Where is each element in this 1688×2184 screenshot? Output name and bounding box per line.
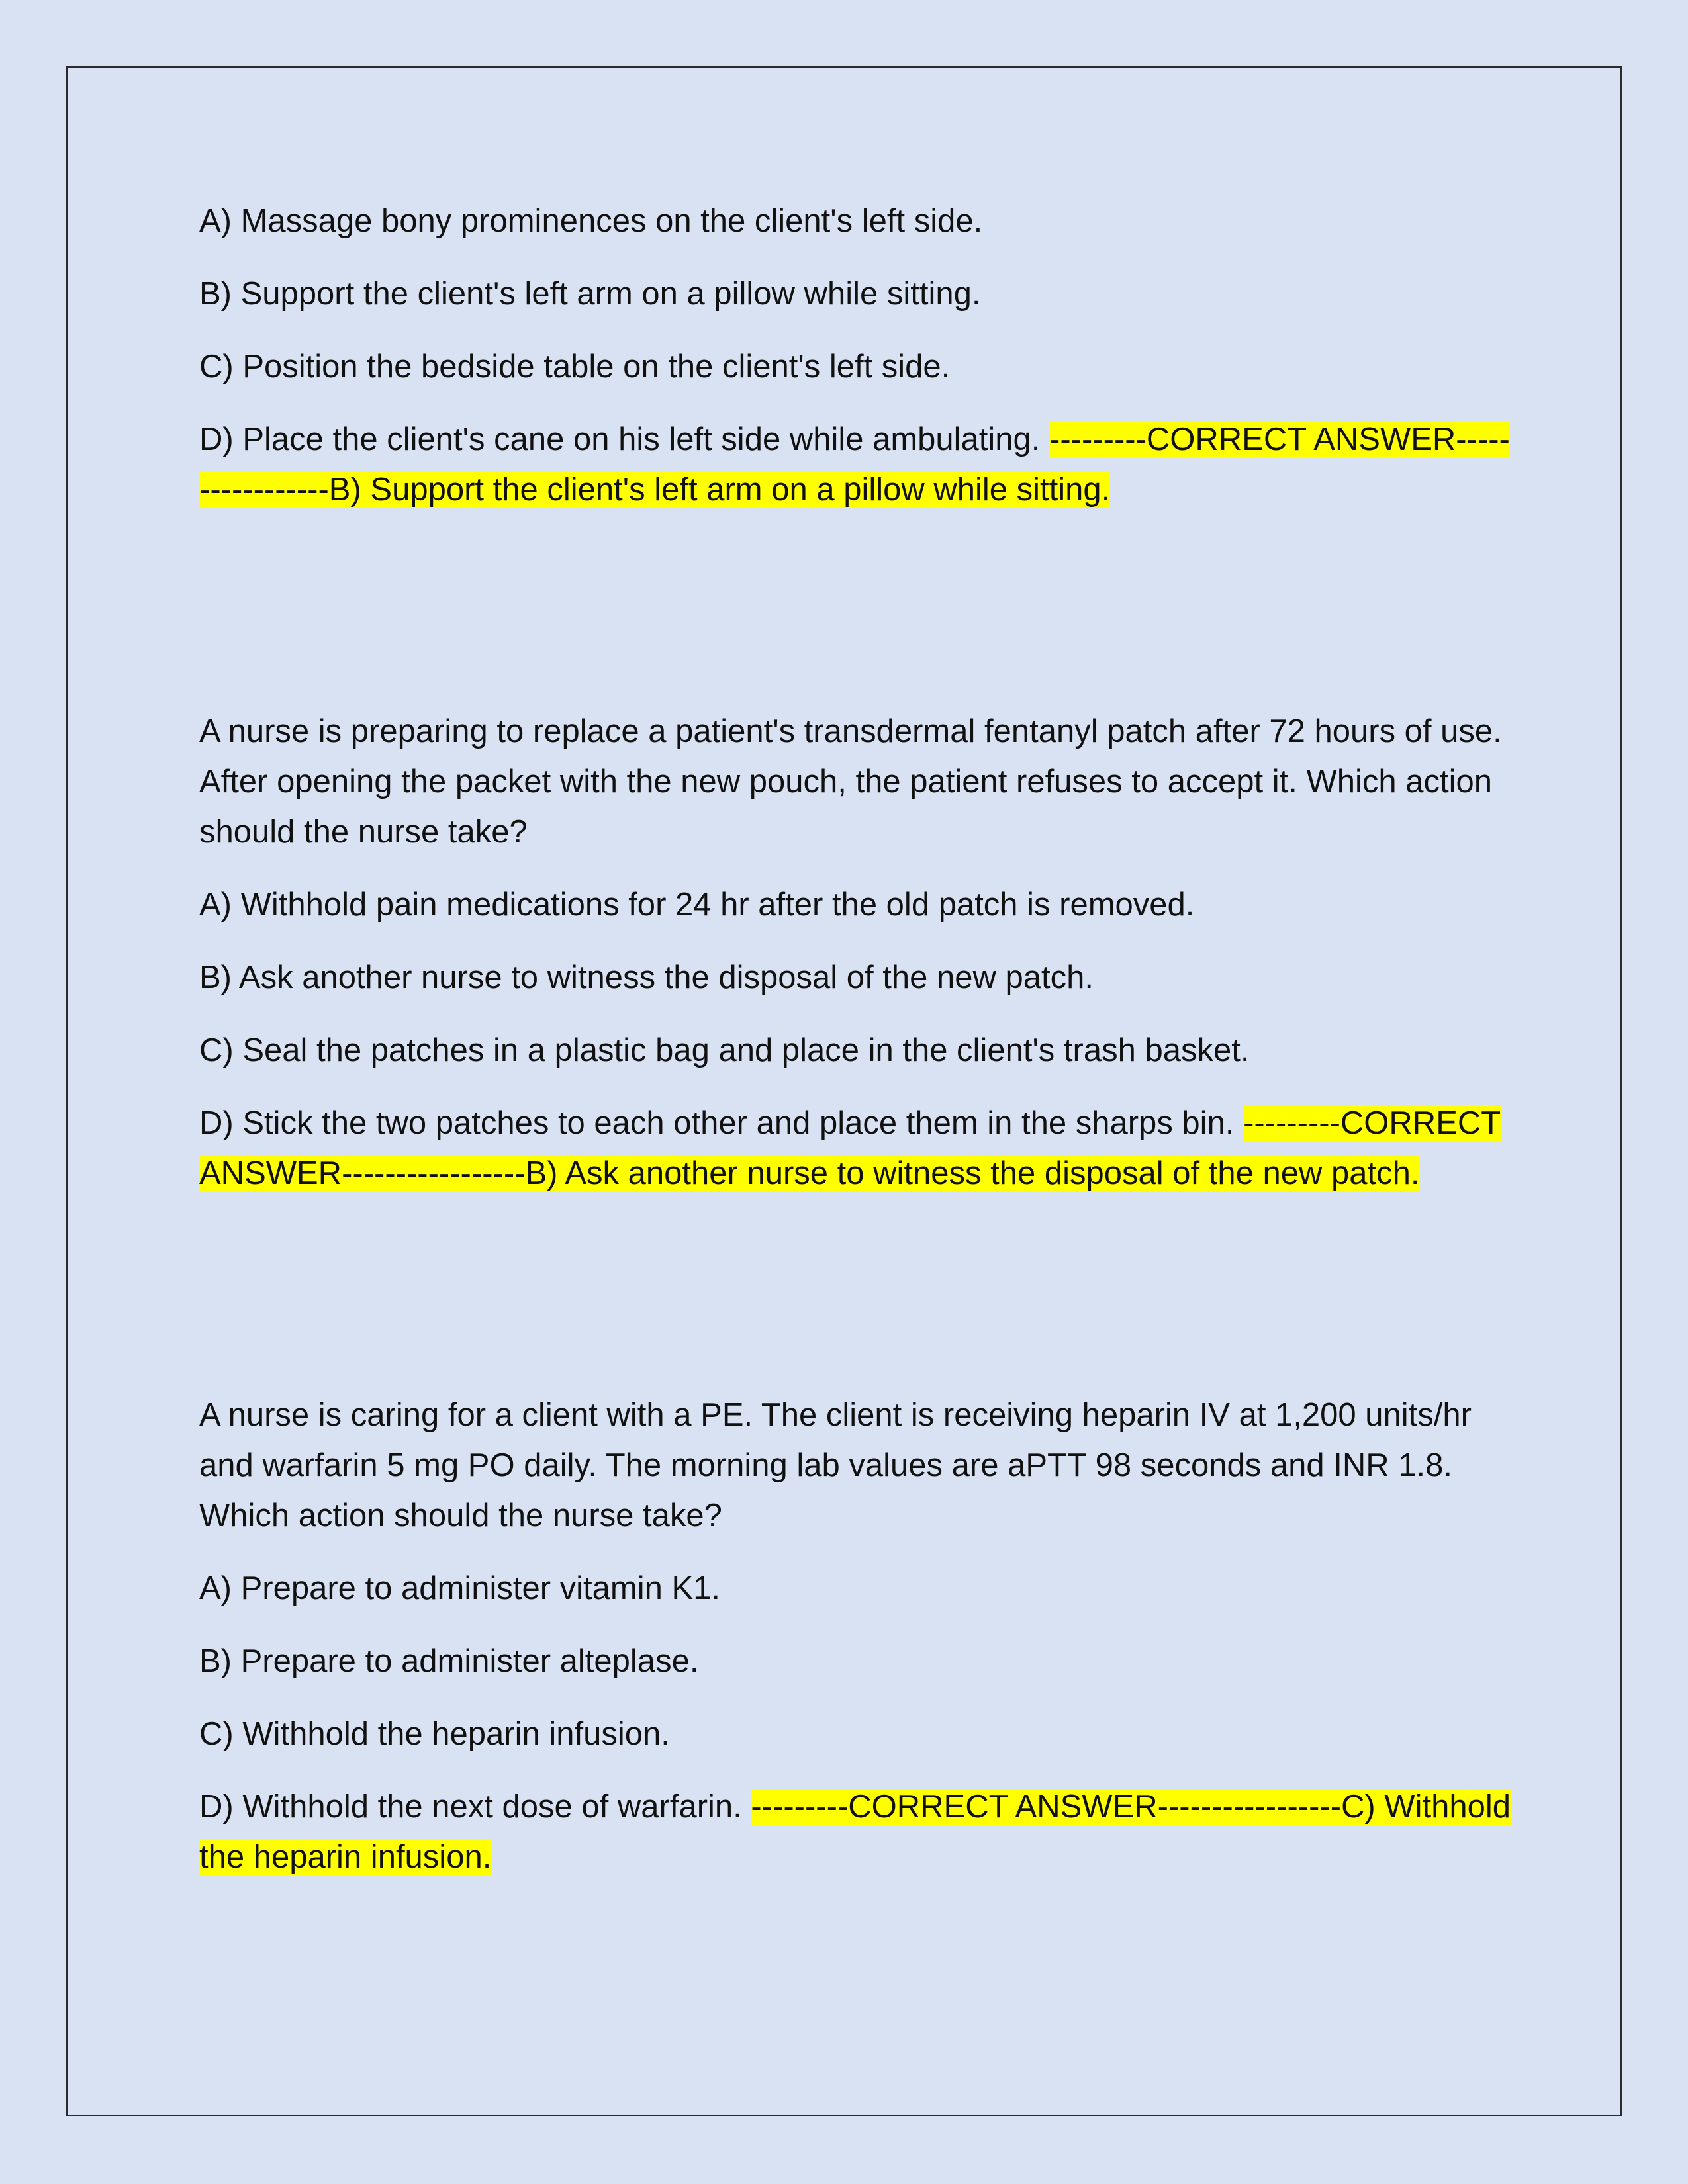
option-b: B) Prepare to administer alteplase. [199, 1643, 699, 1679]
option-d-with-answer [199, 1098, 1517, 1199]
option-c: C) Position the bedside table on the client's left side. [199, 349, 951, 385]
option-c: C) Withhold the heparin infusion. [199, 1716, 670, 1752]
option-d: D) Stick the two patches to each other and place them in the sharps bin. [199, 1105, 1235, 1141]
question-block-3 [199, 1390, 1517, 1882]
option-d: D) Place the client's cane on his left side while ambulating. [199, 422, 1041, 457]
document-content [199, 196, 1517, 1905]
option-d-with-answer [199, 414, 1517, 515]
question-stem: A nurse is preparing to replace a patient's transdermal fentanyl patch after 72 hours of use. After opening the packet with the new pouch, the patient refuses to accept it. Which action should the nurse take? [199, 713, 1502, 850]
question-block-1 [199, 196, 1517, 515]
correct-answer-highlight: ---------CORRECT ANSWER-----------------C) Withhold the heparin infusion. [199, 1789, 1511, 1875]
option-d: D) Withhold the next dose of warfarin. [199, 1789, 742, 1825]
question-block-2 [199, 706, 1517, 1199]
correct-answer-highlight: ---------CORRECT ANSWER-----------------B) Ask another nurse to witness the disposal of the new patch. [199, 1105, 1501, 1191]
option-a: A) Withhold pain medications for 24 hr after the old patch is removed. [199, 887, 1195, 923]
correct-answer-highlight: ---------CORRECT ANSWER-----------------B) Support the client's left arm on a pillow while sitting. [199, 422, 1510, 508]
option-a: A) Prepare to administer vitamin K1. [199, 1570, 721, 1606]
question-stem: A nurse is caring for a client with a PE. The client is receiving heparin IV at 1,200 units/hr and warfarin 5 mg PO daily. The morning lab values are aPTT 98 seconds and INR 1.8. Which action should the nurse take? [199, 1397, 1472, 1533]
option-b: B) Support the client's left arm on a pillow while sitting. [199, 276, 981, 312]
option-a: A) Massage bony prominences on the client's left side. [199, 203, 983, 239]
option-b: B) Ask another nurse to witness the disposal of the new patch. [199, 960, 1094, 995]
option-d-with-answer [199, 1782, 1517, 1882]
option-c: C) Seal the patches in a plastic bag and place in the client's trash basket. [199, 1032, 1250, 1068]
block-spacer [199, 1221, 1517, 1390]
block-spacer [199, 537, 1517, 706]
